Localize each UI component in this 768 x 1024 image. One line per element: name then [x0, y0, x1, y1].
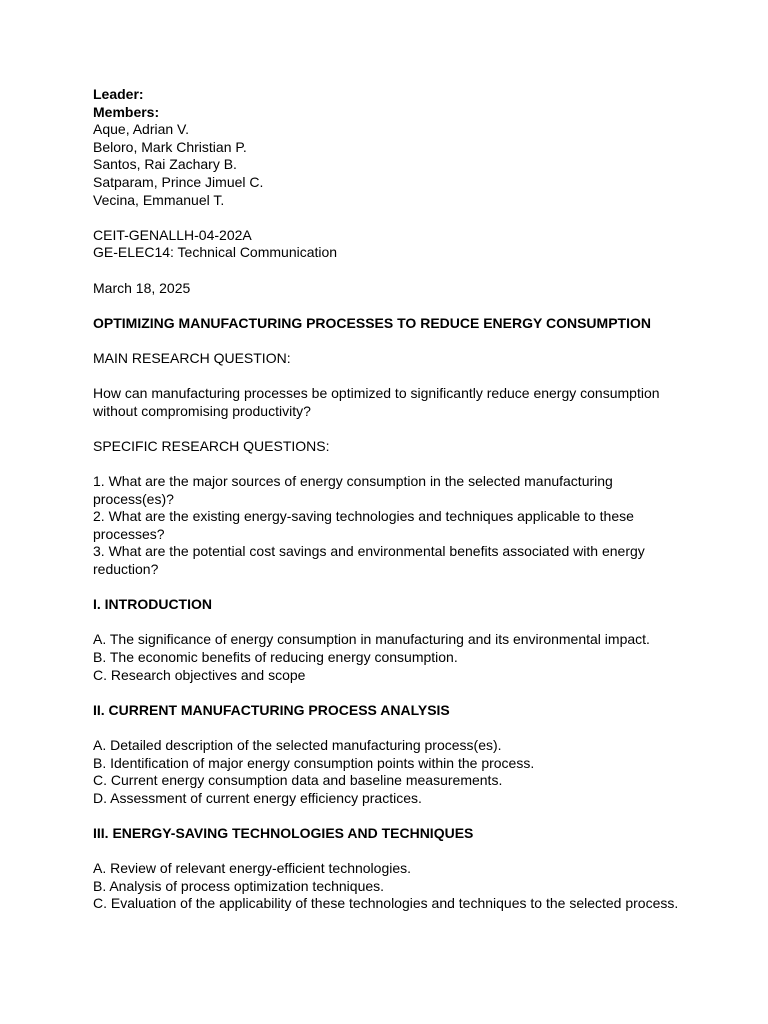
outline-item: B. Identification of major energy consumption points within the process.	[93, 754, 535, 771]
outline-item: C. Research objectives and scope	[93, 666, 306, 683]
spacer	[93, 209, 683, 227]
spacer	[93, 579, 683, 597]
document-title: OPTIMIZING MANUFACTURING PROCESSES TO REDUCE ENERGY CONSUMPTION	[93, 314, 651, 331]
specific-question-item: 1. What are the major sources of energy consumption in the selected manufacturing process(es)?	[93, 473, 613, 507]
specific-questions-heading: SPECIFIC RESEARCH QUESTIONS:	[93, 437, 330, 454]
specific-question-item: 2. What are the existing energy-saving technologies and techniques applicable to these processes?	[93, 508, 634, 542]
spacer	[93, 262, 683, 280]
document-page	[93, 86, 683, 913]
spacer	[93, 843, 683, 861]
main-question-heading: MAIN RESEARCH QUESTION:	[93, 349, 291, 366]
section-heading: II. CURRENT MANUFACTURING PROCESS ANALYSIS	[93, 701, 450, 718]
section-code: CEIT-GENALLH-04-202A	[93, 226, 252, 243]
outline-item: C. Current energy consumption data and baseline measurements.	[93, 772, 503, 789]
spacer	[93, 297, 683, 315]
spacer	[93, 455, 683, 473]
member-name: Beloro, Mark Christian P.	[93, 138, 247, 155]
member-name: Santos, Rai Zachary B.	[93, 156, 237, 173]
course-name: GE-ELEC14: Technical Communication	[93, 244, 338, 261]
outline-item: B. The economic benefits of reducing energy consumption.	[93, 649, 458, 665]
outline-item: A. Review of relevant energy-efficient technologies.	[93, 860, 412, 877]
document-date: March 18, 2025	[93, 279, 191, 296]
leader-label: Leader:	[93, 86, 144, 102]
outline-item: A. The significance of energy consumption in manufacturing and its environmental impact.	[93, 631, 650, 648]
spacer	[93, 420, 683, 438]
spacer	[93, 332, 683, 350]
members-label: Members:	[93, 103, 160, 120]
section-heading: III. ENERGY-SAVING TECHNOLOGIES AND TECHNIQUES	[93, 824, 474, 841]
spacer	[93, 807, 683, 825]
spacer	[93, 684, 683, 702]
outline-item: D. Assessment of current energy efficiency practices.	[93, 789, 422, 806]
member-name: Aque, Adrian V.	[93, 121, 190, 138]
spacer	[93, 614, 683, 632]
section-heading: I. INTRODUCTION	[93, 596, 212, 613]
outline-item: B. Analysis of process optimization techniques.	[93, 877, 385, 894]
spacer	[93, 368, 683, 386]
member-name: Vecina, Emmanuel T.	[93, 191, 225, 208]
spacer	[93, 719, 683, 737]
member-name: Satparam, Prince Jimuel C.	[93, 173, 264, 190]
outline-item: A. Detailed description of the selected manufacturing process(es).	[93, 736, 502, 753]
specific-question-item: 3. What are the potential cost savings and environmental benefits associated with energy reduction?	[93, 543, 645, 578]
outline-item: C. Evaluation of the applicability of these technologies and techniques to the selected process.	[93, 895, 679, 912]
main-question-text: How can manufacturing processes be optimized to significantly reduce energy consumption without compromising productivity?	[93, 385, 660, 419]
